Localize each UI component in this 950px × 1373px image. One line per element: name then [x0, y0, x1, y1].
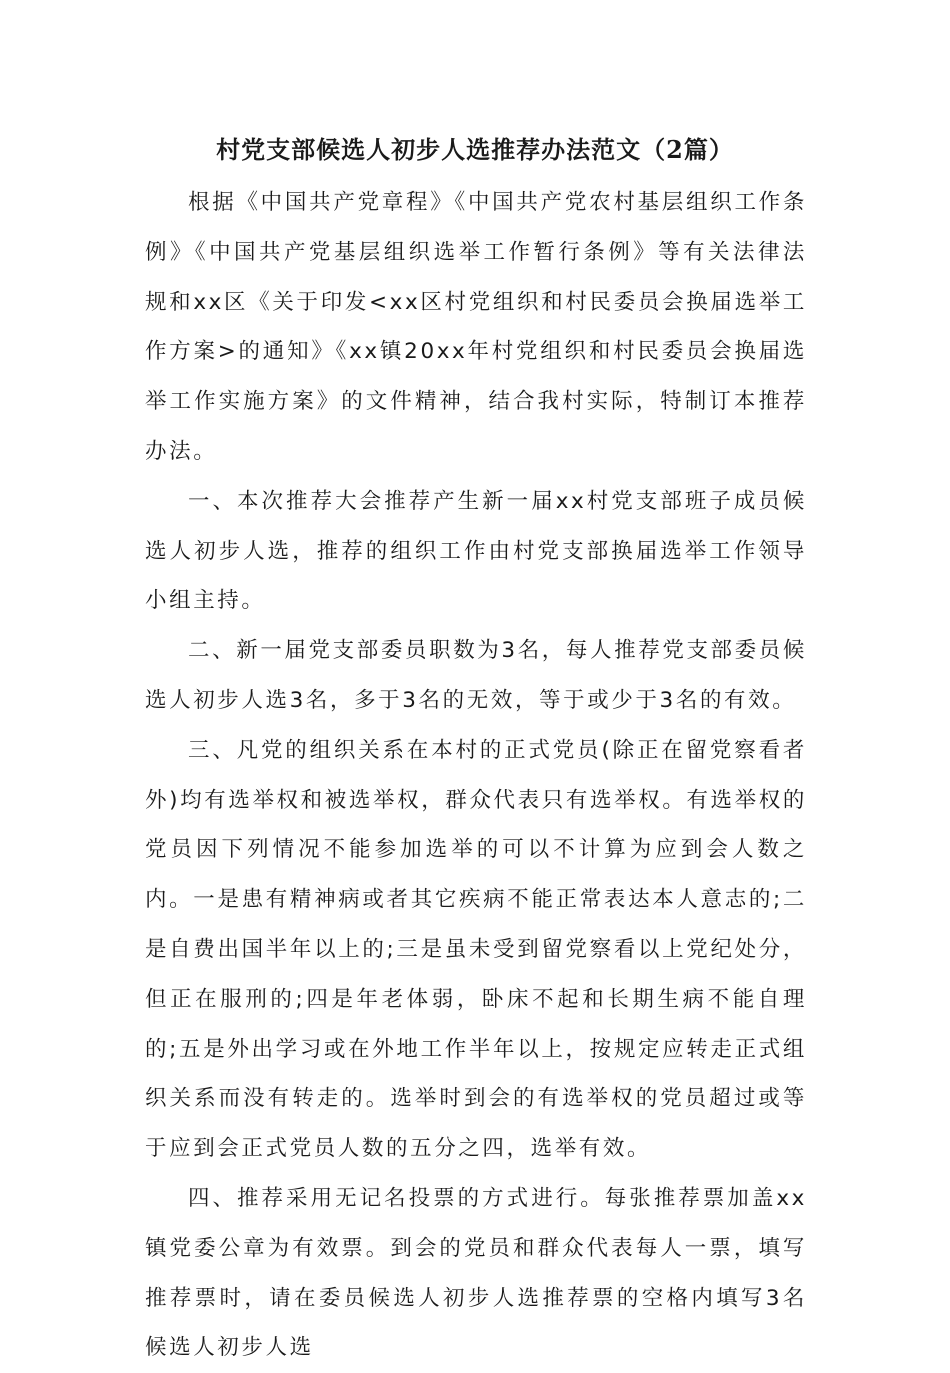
paragraph-item-2: 二、新一届党支部委员职数为3名，每人推荐党支部委员候选人初步人选3名，多于3名的无效，等于或少于3名的有效。	[145, 638, 807, 713]
paragraph-item-4: 四、推荐采用无记名投票的方式进行。每张推荐票加盖xx镇党委公章为有效票。到会的党员和群众代表每人一票，填写推荐票时，请在委员候选人初步人选推荐票的空格内填写3名候选人初步人选	[145, 1185, 807, 1361]
paragraph-item-1: 一、本次推荐大会推荐产生新一届xx村党支部班子成员候选人初步人选，推荐的组织工作由村党支部换届选举工作领导小组主持。	[145, 488, 807, 614]
paragraph-item-3: 三、凡党的组织关系在本村的正式党员(除正在留党察看者外)均有选举权和被选举权，群众代表只有选举权。有选举权的党员因下列情况不能参加选举的可以不计算为应到会人数之内。一是患有精神病或者其它疾病不能正常表达本人意志的;二是自费出国半年以上的;三是虽未受到留党察看以上党纪处分，但正在服刑的;四是年老体弱，卧床不起和长期生病不能自理的;五是外出学习或在外地工作半年以上，按规定应转走正式组织关系而没有转走的。选举时到会的有选举权的党员超过或等于应到会正式党员人数的五分之四，选举有效。	[145, 737, 807, 1162]
paragraph-intro: 根据《中国共产党章程》《中国共产党农村基层组织工作条例》《中国共产党基层组织选举工作暂行条例》等有关法律法规和xx区《关于印发<xx区村党组织和村民委员会换届选举工作方案>的通知》《xx镇20xx年村党组织和村民委员会换届选举工作实施方案》的文件精神，结合我村实际，特制订本推荐办法。	[145, 190, 807, 464]
document-title: 村党支部候选人初步人选推荐办法范文（2篇）	[216, 135, 734, 164]
document-body	[145, 178, 807, 1373]
